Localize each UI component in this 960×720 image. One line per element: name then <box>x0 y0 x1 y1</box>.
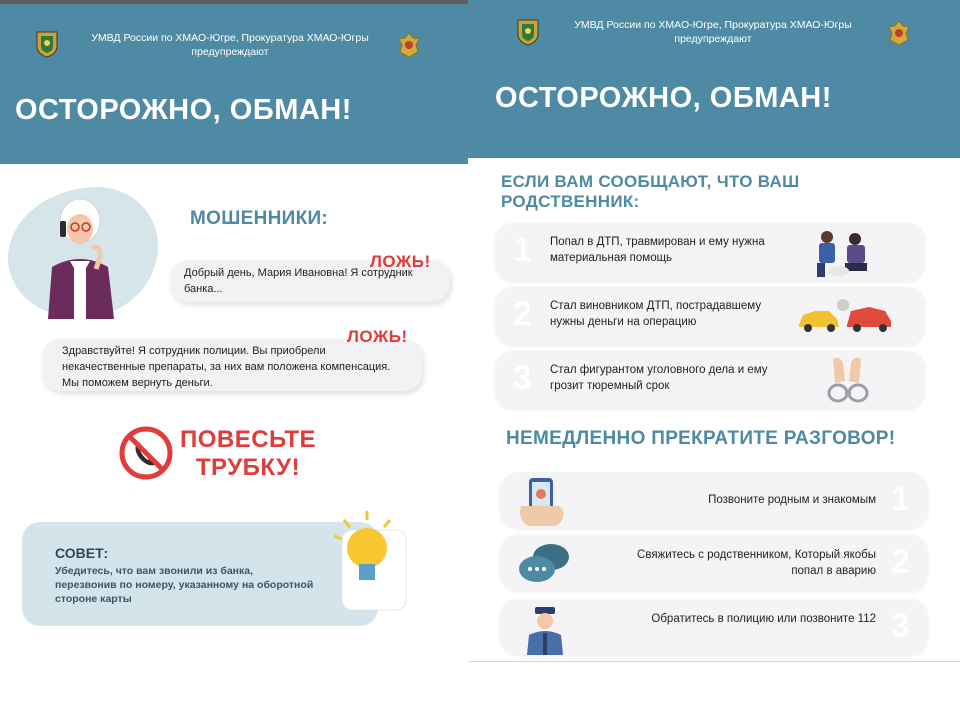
page-title: ОСТОРОЖНО, ОБМАН! <box>495 82 832 114</box>
reason-number: 3 <box>513 359 532 397</box>
handcuffs-icon <box>823 353 873 409</box>
right-header <box>468 0 960 158</box>
left-header <box>0 4 470 164</box>
prosecutor-emblem-icon <box>886 18 912 48</box>
advice-title: СОВЕТ: <box>55 545 109 561</box>
org-text: УМВД России по ХМАО-Югре, Прокуратура ХМАО-Югры предупреждают <box>91 32 369 58</box>
prosecutor-emblem-icon <box>396 30 422 60</box>
reason-card <box>495 351 925 409</box>
accident-victim-icon <box>805 227 885 279</box>
police-officer-icon <box>515 603 575 655</box>
police-emblem-icon <box>515 16 541 46</box>
lie-label: ЛОЖЬ! <box>370 252 431 271</box>
reason-text: Стал фигурантом уголовного дела и ему грозит тюремный срок <box>550 364 768 392</box>
scam-bubble-bank: Добрый день, Мария Ивановна! Я сотрудник банка... <box>170 260 450 302</box>
reason-card <box>495 287 925 345</box>
action-text: Свяжитесь с родственником, Который якобы попал в аварию <box>637 549 876 577</box>
advice-text: Убедитесь, что вам звонили из банка, перезвонив по номеру, указанному на оборотной стороне карты <box>55 565 314 605</box>
lightbulb-icon <box>322 506 412 616</box>
action-card <box>500 535 928 591</box>
left-leaflet <box>0 0 470 660</box>
grandmother-phone-icon <box>30 189 130 319</box>
right-leaflet <box>468 0 960 662</box>
action-number: 1 <box>891 480 910 518</box>
reason-text: Стал виновником ДТП, пострадавшему нужны деньги на операцию <box>550 300 762 328</box>
chat-bubbles-icon <box>515 539 575 591</box>
fraudsters-title: МОШЕННИКИ: <box>190 208 329 229</box>
action-number: 2 <box>891 543 910 581</box>
relative-title: ЕСЛИ ВАМ СООБЩАЮТ, ЧТО ВАШ РОДСТВЕННИК: <box>501 172 800 211</box>
scam-bubble-police: Здравствуйте! Я сотрудник полиции. Вы приобрели некачественные препараты, за них вам положена компенсация. Мы поможем вернуть деньги. <box>42 339 422 391</box>
action-card <box>500 599 928 655</box>
action-text: Обратитесь в полицию или позвоните 112 <box>651 613 876 625</box>
police-emblem-icon <box>34 28 60 58</box>
reason-number: 2 <box>513 295 532 333</box>
org-text: УМВД России по ХМАО-Югре, Прокуратура ХМАО-Югры предупреждают <box>574 19 852 45</box>
stop-conversation-title: НЕМЕДЛЕННО ПРЕКРАТИТЕ РАЗГОВОР! <box>506 428 896 449</box>
reason-card <box>495 223 925 281</box>
reason-text: Попал в ДТП, травмирован и ему нужна материальная помощь <box>550 236 765 264</box>
lie-label: ЛОЖЬ! <box>347 327 408 346</box>
hang-up-text: ПОВЕСЬТЕ ТРУБКУ! <box>179 426 317 481</box>
action-text: Позвоните родным и знакомым <box>708 494 876 506</box>
action-number: 3 <box>891 607 910 645</box>
action-card <box>500 472 928 528</box>
reason-number: 1 <box>513 231 532 269</box>
no-phone-icon <box>118 425 174 481</box>
page-title: ОСТОРОЖНО, ОБМАН! <box>15 94 352 126</box>
car-crash-icon <box>795 297 895 337</box>
phone-call-icon <box>515 476 575 528</box>
